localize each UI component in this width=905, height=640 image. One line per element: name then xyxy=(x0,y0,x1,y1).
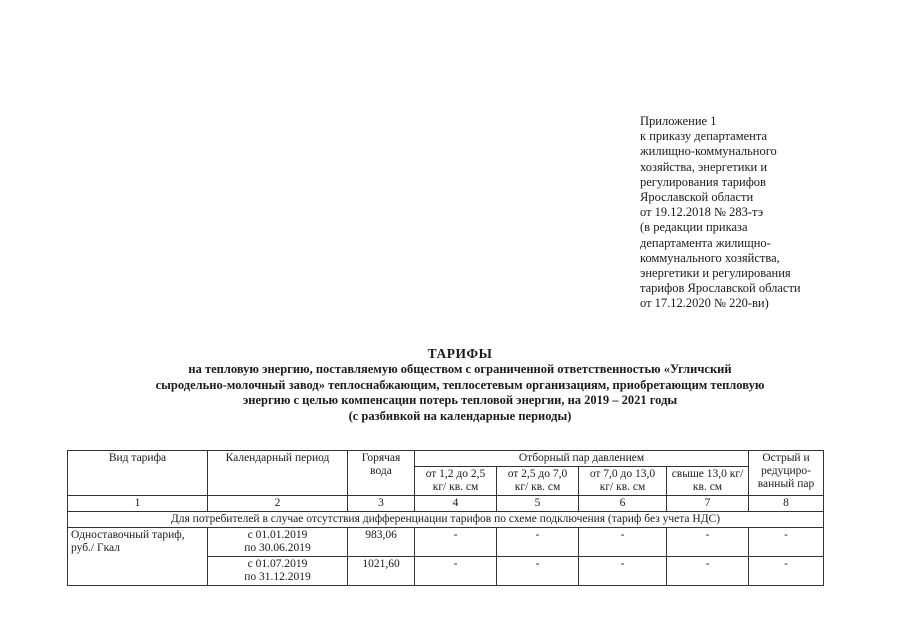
appendix-line: Ярославской области xyxy=(640,190,754,205)
steam-4-value: - xyxy=(667,557,749,586)
appendix-line: Приложение 1 xyxy=(640,114,717,128)
document-title xyxy=(60,346,860,425)
appendix-line: к приказу департамента xyxy=(640,129,768,144)
steam-4-value: - xyxy=(667,528,749,557)
header-row xyxy=(68,451,824,467)
title-line: (с разбивкой на календарные периоды) xyxy=(348,409,572,424)
appendix-line: (в редакции приказа xyxy=(640,220,748,235)
header-steam-2: от 2,5 до 7,0 кг/ кв. см xyxy=(497,467,579,496)
header-steam-group: Отборный пар давлением xyxy=(415,451,749,467)
appendix-line: от 19.12.2018 № 283-тэ xyxy=(640,205,764,220)
appendix-line: жилищно-коммунального xyxy=(640,144,777,159)
column-number: 3 xyxy=(348,496,415,512)
period-from: с 01.07.2019 xyxy=(247,558,308,570)
column-number: 4 xyxy=(415,496,497,512)
title-line: сыродельно-молочный завод» теплоснабжающим, теплосетевым организациям, приобретающим тепловую xyxy=(155,377,765,392)
title-line: энергию с целью компенсации потерь тепловой энергии, на 2019 – 2021 годы xyxy=(242,393,678,408)
header-steam-3: от 7,0 до 13,0 кг/ кв. см xyxy=(579,467,667,496)
period-to: по 30.06.2019 xyxy=(244,542,311,554)
title-main: ТАРИФЫ xyxy=(427,346,493,361)
appendix-note xyxy=(640,114,801,312)
column-number: 1 xyxy=(68,496,208,512)
period-cell xyxy=(208,528,348,557)
title-line: на тепловую энергию, поставляемую обществом с ограниченной ответственностью «Угличский xyxy=(188,361,732,376)
header-hot-water: Горячая вода xyxy=(348,451,415,496)
section-title: Для потребителей в случае отсутствия дифференциации тарифов по схеме подключения (тариф без учета НДС) xyxy=(68,512,824,528)
tariff-table xyxy=(67,450,824,586)
table-row xyxy=(68,528,824,557)
sharp-steam-value: - xyxy=(749,557,824,586)
hot-water-value: 1021,60 xyxy=(348,557,415,586)
steam-1-value: - xyxy=(415,528,497,557)
period-from: с 01.01.2019 xyxy=(247,529,308,541)
header-tariff-type: Вид тарифа xyxy=(68,451,208,496)
period-cell xyxy=(208,557,348,586)
appendix-line: хозяйства, энергетики и xyxy=(640,159,768,174)
appendix-line: коммунального хозяйства, xyxy=(640,250,780,265)
header-steam-1: от 1,2 до 2,5 кг/ кв. см xyxy=(415,467,497,496)
steam-2-value: - xyxy=(497,528,579,557)
period-to: по 31.12.2019 xyxy=(244,571,311,583)
header-sharp-steam: Острый и редуциро-ванный пар xyxy=(749,451,824,496)
column-number: 6 xyxy=(579,496,667,512)
appendix-line: от 17.12.2020 № 220-ви) xyxy=(640,296,769,311)
steam-1-value: - xyxy=(415,557,497,586)
column-number: 5 xyxy=(497,496,579,512)
appendix-line: регулирования тарифов xyxy=(640,174,766,189)
appendix-line: энергетики и регулирования xyxy=(640,266,791,281)
sharp-steam-value: - xyxy=(749,528,824,557)
steam-3-value: - xyxy=(579,528,667,557)
column-number: 7 xyxy=(667,496,749,512)
header-steam-4: свыше 13,0 кг/ кв. см xyxy=(667,467,749,496)
hot-water-value: 983,06 xyxy=(348,528,415,557)
column-numbers-row xyxy=(68,496,824,512)
section-row xyxy=(68,512,824,528)
steam-3-value: - xyxy=(579,557,667,586)
appendix-line: тарифов Ярославской области xyxy=(640,281,801,296)
column-number: 8 xyxy=(749,496,824,512)
header-calendar-period: Календарный период xyxy=(208,451,348,496)
tariff-name: Одноставочный тариф, руб./ Гкал xyxy=(68,528,208,586)
steam-2-value: - xyxy=(497,557,579,586)
appendix-line: департамента жилищно- xyxy=(640,235,771,250)
column-number: 2 xyxy=(208,496,348,512)
